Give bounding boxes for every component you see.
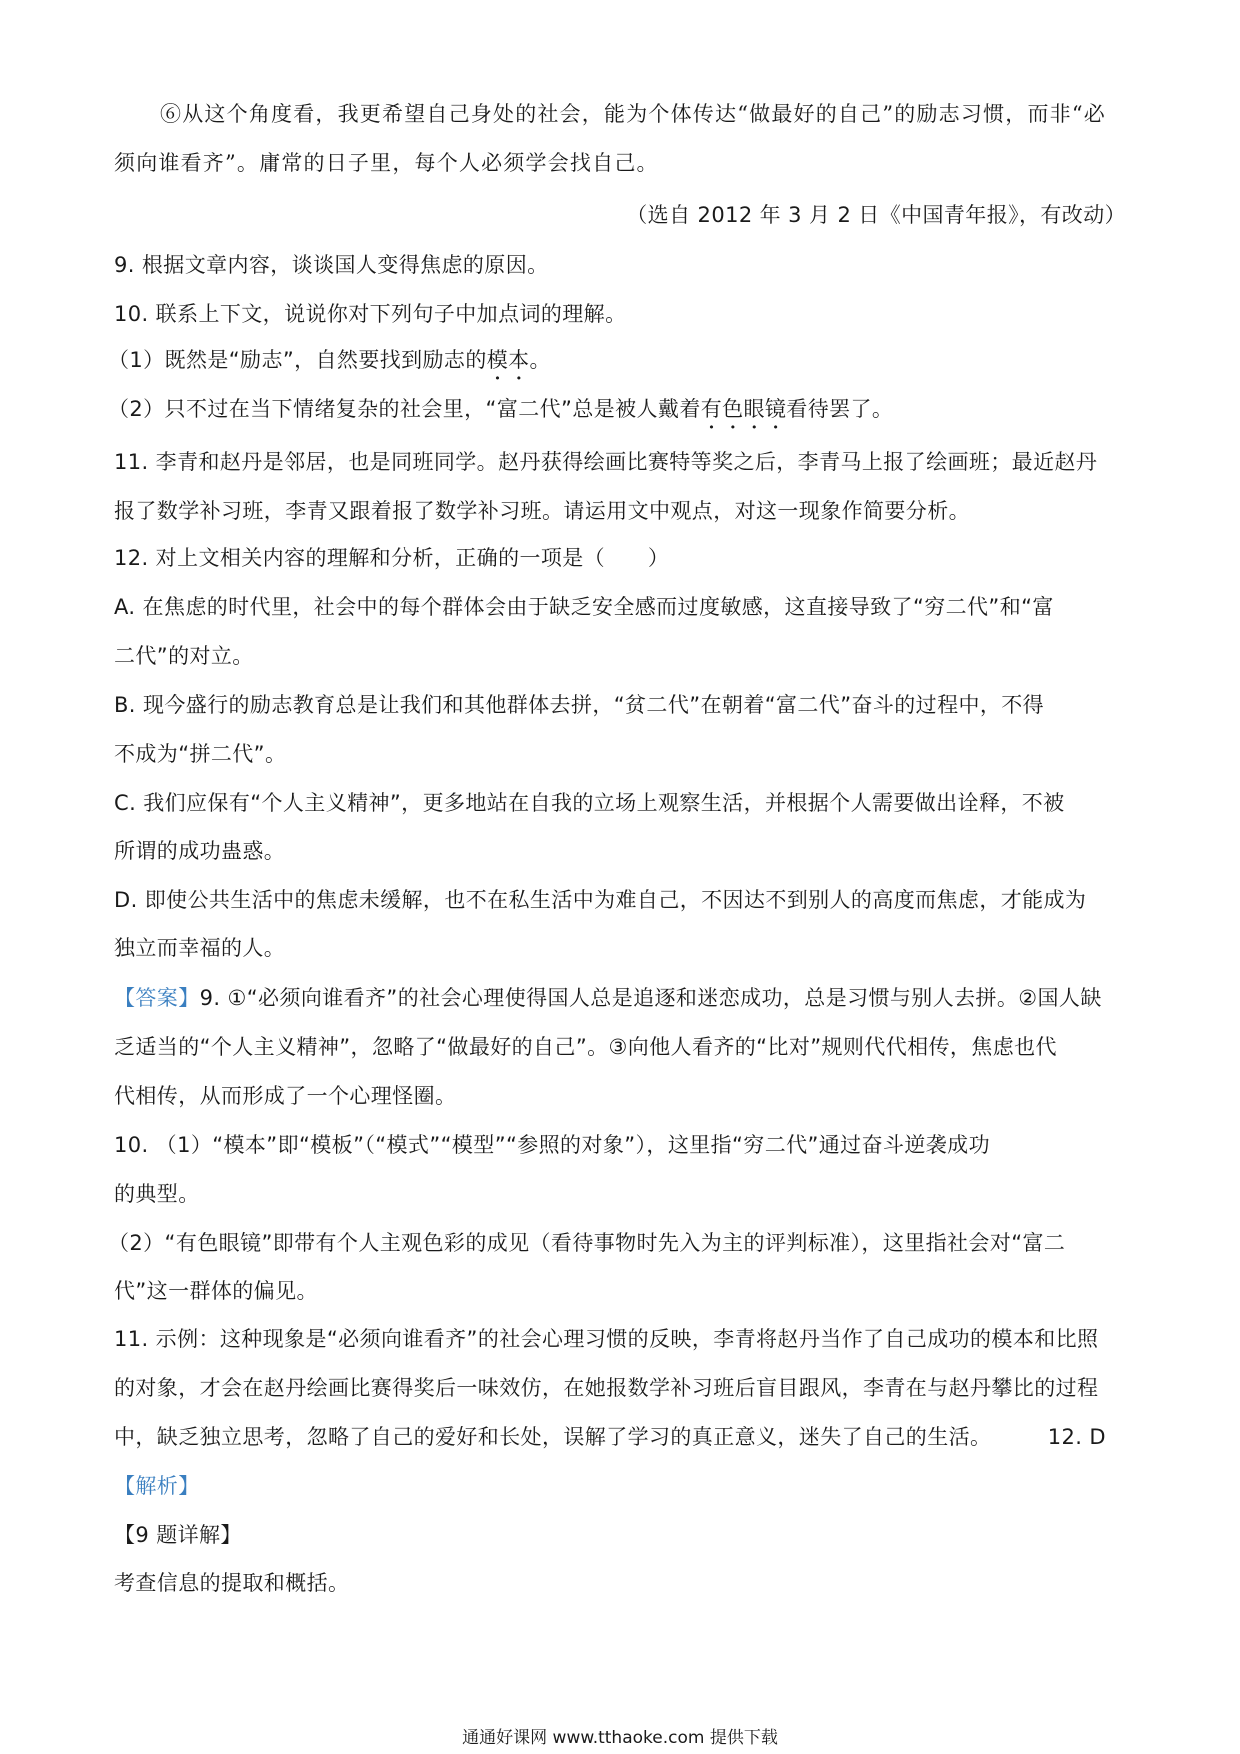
option-c: 所谓的成功蛊惑。	[114, 839, 286, 863]
analysis-text: 考查信息的提取和概括。	[114, 1571, 350, 1595]
passage-line: ⑥从这个角度看，我更希望自己身处的社会，能为个体传达“做最好的自己”的励志习惯，而非“必	[160, 102, 1107, 126]
question-text: （1）既然是“励志”，自然要找到励志的	[108, 348, 487, 372]
option-d: 独立而幸福的人。	[114, 936, 286, 960]
option-b: 不成为“拼二代”。	[114, 742, 287, 766]
question-11: 报了数学补习班，李青又跟着报了数学补习班。请运用文中观点，对这一现象作简要分析。	[114, 499, 970, 523]
answer-9	[114, 983, 1134, 1013]
question-9: 9. 根据文章内容，谈谈国人变得焦虑的原因。	[114, 253, 549, 277]
question-10: 10. 联系上下文，说说你对下列句子中加点词的理解。	[114, 302, 627, 326]
answer-10: （2）“有色眼镜”即带有个人主观色彩的成见（看待事物时先入为主的评判标准），这里指社会对“富二	[108, 1231, 1066, 1255]
question-text: （2）只不过在当下情绪复杂的社会里，“富二代”总是被人戴着	[108, 397, 701, 421]
question-10-1	[108, 345, 1128, 385]
analysis-label: 【解析】	[114, 1474, 200, 1498]
question-12: 12. 对上文相关内容的理解和分析，正确的一项是（ ）	[114, 546, 670, 570]
footer-watermark: 通通好课网 www.tthaoke.com 提供下载	[462, 1728, 778, 1748]
answer-label: 【答案】	[114, 986, 200, 1010]
option-a: A. 在焦虑的时代里，社会中的每个群体会由于缺乏安全感而过度敏感，这直接导致了“穷二代”和“富	[114, 595, 1054, 619]
source-citation: （选自 2012 年 3 月 2 日《中国青年报》，有改动）	[626, 203, 1126, 227]
dotted-word: 有色眼镜	[700, 397, 787, 421]
question-10-2	[108, 394, 1128, 434]
question-text: 。	[529, 348, 551, 372]
answer-9: 代相传，从而形成了一个心理怪圈。	[114, 1084, 457, 1108]
option-b: B. 现今盛行的励志教育总是让我们和其他群体去拼，“贫二代”在朝着“富二代”奋斗的过程中，不得	[114, 693, 1045, 717]
section-header: 【9 题详解】	[114, 1523, 242, 1547]
answer-9: 乏适当的“个人主义精神”，忽略了“做最好的自己”。③向他人看齐的“比对”规则代代相传，焦虑也代	[114, 1035, 1057, 1059]
passage-line: 须向谁看齐”。庸常的日子里，每个人必须学会找自己。	[114, 151, 659, 175]
answer-12: 12. D	[1047, 1425, 1106, 1449]
question-11: 11. 李青和赵丹是邻居，也是同班同学。赵丹获得绘画比赛特等奖之后，李青马上报了绘画班；最近赵丹	[114, 450, 1098, 474]
answer-10: 的典型。	[114, 1182, 200, 1206]
answer-10: 代”这一群体的偏见。	[114, 1279, 318, 1303]
answer-11: 11. 示例：这种现象是“必须向谁看齐”的社会心理习惯的反映，李青将赵丹当作了自己成功的模本和比照	[114, 1327, 1099, 1351]
answer-11: 的对象，才会在赵丹绘画比赛得奖后一味效仿，在她报数学补习班后盲目跟风，李青在与赵丹攀比的过程	[114, 1376, 1099, 1400]
option-d: D. 即使公共生活中的焦虑未缓解，也不在私生活中为难自己，不因达不到别人的高度而焦虑，才能成为	[114, 888, 1087, 912]
option-a: 二代”的对立。	[114, 644, 254, 668]
option-c: C. 我们应保有“个人主义精神”，更多地站在自我的立场上观察生活，并根据个人需要做出诠释，不被	[114, 791, 1065, 815]
dotted-word: 模本	[486, 348, 530, 372]
question-text: 看待罢了。	[786, 397, 894, 421]
answer-11: 中，缺乏独立思考，忽略了自己的爱好和长处，误解了学习的真正意义，迷失了自己的生活。	[114, 1425, 992, 1449]
answer-text: 9. ①“必须向谁看齐”的社会心理使得国人总是追逐和迷恋成功，总是习惯与别人去拼。②国人缺	[199, 986, 1102, 1010]
answer-10: 10. （1）“模本”即“模板”（“模式”“模型”“参照的对象”），这里指“穷二代”通过奋斗逆袭成功	[114, 1133, 990, 1157]
